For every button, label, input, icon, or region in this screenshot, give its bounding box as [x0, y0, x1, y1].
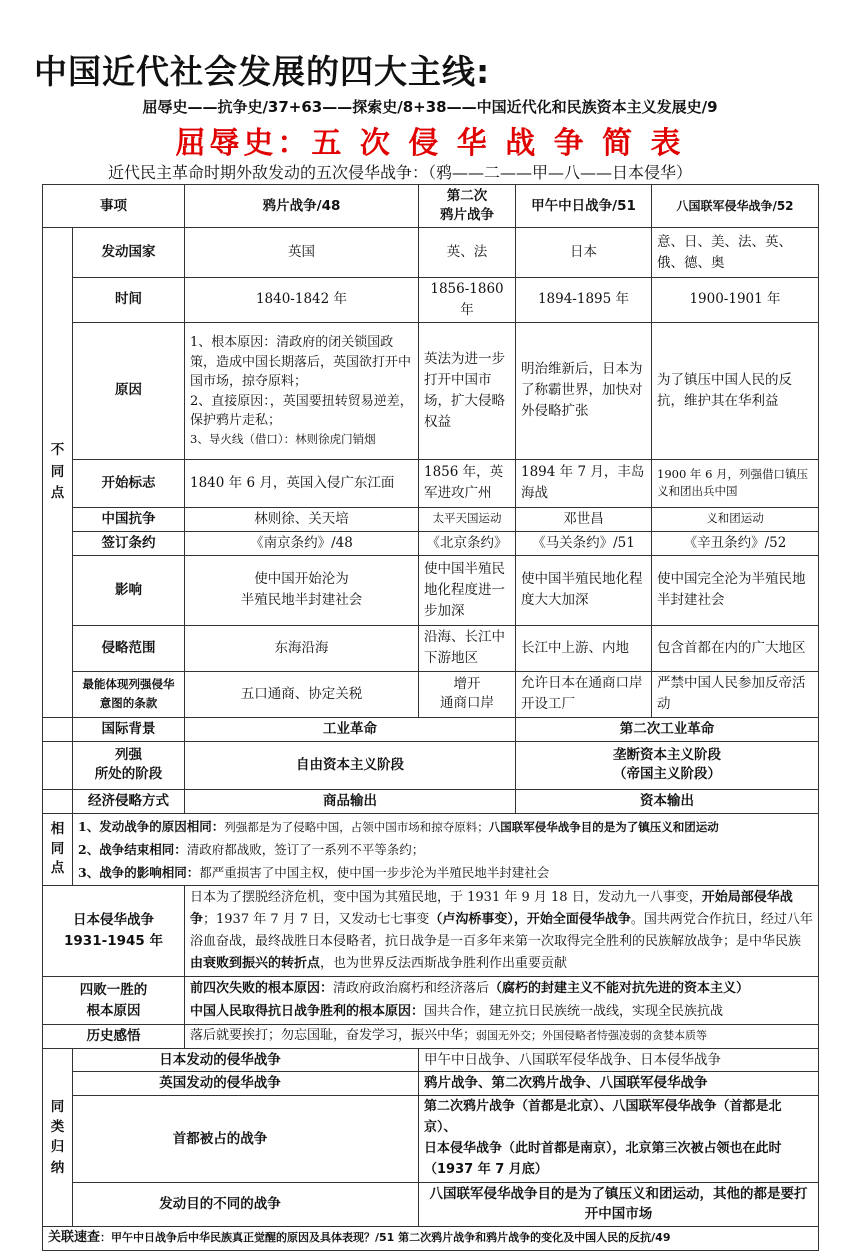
- similar-value-capital-b: 日本侵华战争（此时首都是南京），北京第三次被占领也在此时（1937 年 7 月底）: [424, 1140, 782, 1177]
- table-heading: 屈辱史：五 次 侵 华 战 争 简 表: [175, 126, 685, 161]
- cause-w1-trigger: 3、导火线（借口）：林则徐虎门销烟: [190, 431, 376, 446]
- war-summary-table: [42, 184, 819, 1251]
- treaty-w3: 《马关条约》/51: [516, 531, 652, 555]
- similar-label-britain: 英国发动的侵华战争: [73, 1072, 419, 1096]
- treaty-w4: 《辛丑条约》/52: [652, 531, 819, 555]
- stage-second: 垄断资本主义阶段 （帝国主义阶段）: [516, 741, 819, 789]
- same-2-text: 清政府都战败，签订了一系列不平等条约；: [186, 841, 425, 857]
- country-w4: 意、日、美、法、英、俄、德、奥: [652, 228, 819, 278]
- similar-value-capital-a: 第二次鸦片战争（首都是北京）、八国联军侵华战争（首都是北京）、: [424, 1099, 782, 1136]
- resist-w1: 林则徐、关天培: [185, 507, 419, 531]
- resist-w2: 太平天国运动: [419, 507, 516, 531]
- cause-w4: 为了镇压中国人民的反抗，维护其在华利益: [652, 322, 819, 459]
- japan-text-7: ，也为世界反法西斯战争胜利作出重要贡献: [320, 956, 568, 972]
- background-first: 工业革命: [185, 717, 516, 741]
- cause-w1-direct: 2、直接原因：，英国要扭转贸易逆差，保护鸦片走私；: [190, 393, 413, 429]
- defeat-a-text: 清政府政治腐朽和经济落后: [333, 981, 490, 997]
- country-w1: 英国: [185, 228, 419, 278]
- cause-w3: 明治维新后，日本为了称霸世界，加快对外侵略扩张: [516, 322, 652, 459]
- header-war-4: 八国联军侵华战争/52: [652, 185, 819, 228]
- defeat-label: 四败一胜的 根本原因: [43, 977, 185, 1024]
- row-label-treaty: 签订条约: [73, 531, 185, 555]
- cause-w1-root: 1、根本原因：清政府的闭关锁国政策，造成中国长期落后，英国欲打开中国市场，掠夺原料；: [190, 335, 412, 390]
- history-text-a: 落后就要挨打；勿忘国耻，奋发学习，振兴中华；: [190, 1028, 477, 1043]
- row-label-econ: 经济侵略方式: [73, 789, 185, 813]
- resist-w4: 义和团运动: [652, 507, 819, 531]
- header-war-1: 鸦片战争/48: [185, 185, 419, 228]
- same-1-title: 1、发动战争的原因相同：: [78, 818, 225, 834]
- japan-text-4: （卢沟桥事变），开始全面侵华战争: [429, 912, 631, 928]
- history-label: 历史感悟: [43, 1024, 185, 1048]
- intro-text: 近代民主革命时期外敌发动的五次侵华战争：（鸦——二——甲—八——日本侵华）: [108, 163, 693, 182]
- start-w3: 1894 年 7 月，丰岛海战: [516, 459, 652, 507]
- clause-w1: 五口通商、协定关税: [185, 671, 419, 717]
- header-war-3: 甲午中日战争/51: [516, 185, 652, 228]
- impact-w3: 使中国半殖民地化程度大大加深: [516, 555, 652, 625]
- japan-text-3: ；1937 年 7 月 7 日，又发动七七事变: [203, 912, 430, 928]
- similar-value-purpose: 八国联军侵华战争目的是为了镇压义和团运动，其他的都是要打开中国市场: [419, 1182, 819, 1227]
- diff-section-label: 不 同 点: [43, 228, 73, 718]
- treaty-w2: 《北京条约》: [419, 531, 516, 555]
- similar-value-britain: 鸦片战争、第二次鸦片战争、八国联军侵华战争: [419, 1072, 819, 1096]
- start-w1: 1840 年 6 月，英国入侵广东江面: [185, 459, 419, 507]
- defeat-a-title: 前四次失败的根本原因：: [190, 981, 334, 997]
- japan-label: 日本侵华战争 1931-1945 年: [43, 886, 185, 977]
- background-second: 第二次工业革命: [516, 717, 819, 741]
- header-war-2: 第二次 鸦片战争: [419, 185, 516, 228]
- same-1-text: 列强都是为了侵略中国，占领中国市场和掠夺原料；: [224, 819, 489, 834]
- japan-text-6: 由衰败到振兴的转折点: [190, 956, 321, 972]
- history-text-b: 弱国无外交；外国侵略者恃强凌弱的贪婪本质等: [476, 1029, 708, 1042]
- row-label-stage: 列强 所处的阶段: [73, 741, 185, 789]
- scope-w3: 长江中上游、内地: [516, 625, 652, 671]
- time-w3: 1894-1895 年: [516, 278, 652, 323]
- page-subtitle: 屈辱史——抗争史/37+63——探索史/8+38——中国近代化和民族资本主义发展史/9: [142, 98, 718, 116]
- row-label-impact: 影响: [73, 555, 185, 625]
- page-title: 中国近代社会发展的四大主线:: [34, 52, 491, 91]
- similar-label-capital: 首都被占的战争: [73, 1096, 419, 1182]
- impact-w2: 使中国半殖民地化程度进一步加深: [419, 555, 516, 625]
- same-1-note: 八国联军侵华战争目的是为了镇压义和团运动: [488, 819, 719, 834]
- scope-w4: 包含首都在内的广大地区: [652, 625, 819, 671]
- row-label-time: 时间: [73, 278, 185, 323]
- japan-text-1: 日本为了摆脱经济危机，变中国为其殖民地，于 1931 年 9 月 18 日，发动九一八事变，: [190, 890, 702, 906]
- treaty-w1: 《南京条约》/48: [185, 531, 419, 555]
- japan-text-5: 。国共两党合作抗日，经过八年浴血奋战，最终战胜日本侵略者，抗日战争是一百多年来第一次取得完全胜利的民族解放战争；是中华民族: [190, 912, 813, 950]
- econ-first: 商品输出: [185, 789, 516, 813]
- similar-value-japan: 甲午中日战争、八国联军侵华战争、日本侵华战争: [419, 1048, 819, 1072]
- same-3-text: 都严重损害了中国主权，使中国一步步沦为半殖民地半封建社会: [199, 864, 550, 880]
- clause-w4: 严禁中国人民参加反帝活动: [652, 671, 819, 717]
- row-label-cause: 原因: [73, 322, 185, 459]
- clause-w3: 允许日本在通商口岸开设工厂: [516, 671, 652, 717]
- start-w2: 1856 年，英军进攻广州: [419, 459, 516, 507]
- similar-section-label: 同 类 归 纳: [43, 1048, 73, 1227]
- header-item: 事项: [43, 185, 185, 228]
- scope-w1: 东海沿海: [185, 625, 419, 671]
- country-w3: 日本: [516, 228, 652, 278]
- resist-w3: 邓世昌: [516, 507, 652, 531]
- similar-label-purpose: 发动目的不同的战争: [73, 1182, 419, 1227]
- japan-text-2: 开始局部侵华战争: [190, 890, 793, 928]
- cause-w2: 英法为进一步打开中国市场，扩大侵略权益: [419, 322, 516, 459]
- impact-w4: 使中国完全沦为半殖民地半封建社会: [652, 555, 819, 625]
- country-w2: 英、法: [419, 228, 516, 278]
- row-label-scope: 侵略范围: [73, 625, 185, 671]
- defeat-a-note: （腐朽的封建主义不能对抗先进的资本主义）: [489, 981, 750, 997]
- time-w2: 1856-1860 年: [419, 278, 516, 323]
- row-label-clause: 最能体现列强侵华意图的条款: [73, 671, 185, 717]
- time-w4: 1900-1901 年: [652, 278, 819, 323]
- row-label-start: 开始标志: [73, 459, 185, 507]
- impact-w1: 使中国开始沦为 半殖民地半封建社会: [185, 555, 419, 625]
- defeat-b-title: 中国人民取得抗日战争胜利的根本原因：: [190, 1003, 425, 1019]
- clause-w2: 增开 通商口岸: [419, 671, 516, 717]
- similar-label-japan: 日本发动的侵华战争: [73, 1048, 419, 1072]
- row-label-country: 发动国家: [73, 228, 185, 278]
- defeat-b-text: 国共合作，建立抗日民族统一战线，实现全民族抗战: [424, 1003, 724, 1019]
- same-2-title: 2、战争结束相同：: [78, 841, 187, 857]
- row-label-resist: 中国抗争: [73, 507, 185, 531]
- same-3-title: 3、战争的影响相同：: [78, 864, 200, 880]
- same-section-label: 相 同 点: [43, 813, 73, 886]
- time-w1: 1840-1842 年: [185, 278, 419, 323]
- footer-label: 关联速查: [48, 1230, 101, 1246]
- footer-text: ：甲午中日战争后中华民族真正觉醒的原因及具体表现？/51 第二次鸦片战争和鸦片战争的变化及中国人民的反抗/49: [100, 1231, 671, 1245]
- stage-first: 自由资本主义阶段: [185, 741, 516, 789]
- row-label-background: 国际背景: [73, 717, 185, 741]
- econ-second: 资本输出: [516, 789, 819, 813]
- start-w4: 1900 年 6 月，列强借口镇压义和团出兵中国: [652, 459, 819, 507]
- scope-w2: 沿海、长江中下游地区: [419, 625, 516, 671]
